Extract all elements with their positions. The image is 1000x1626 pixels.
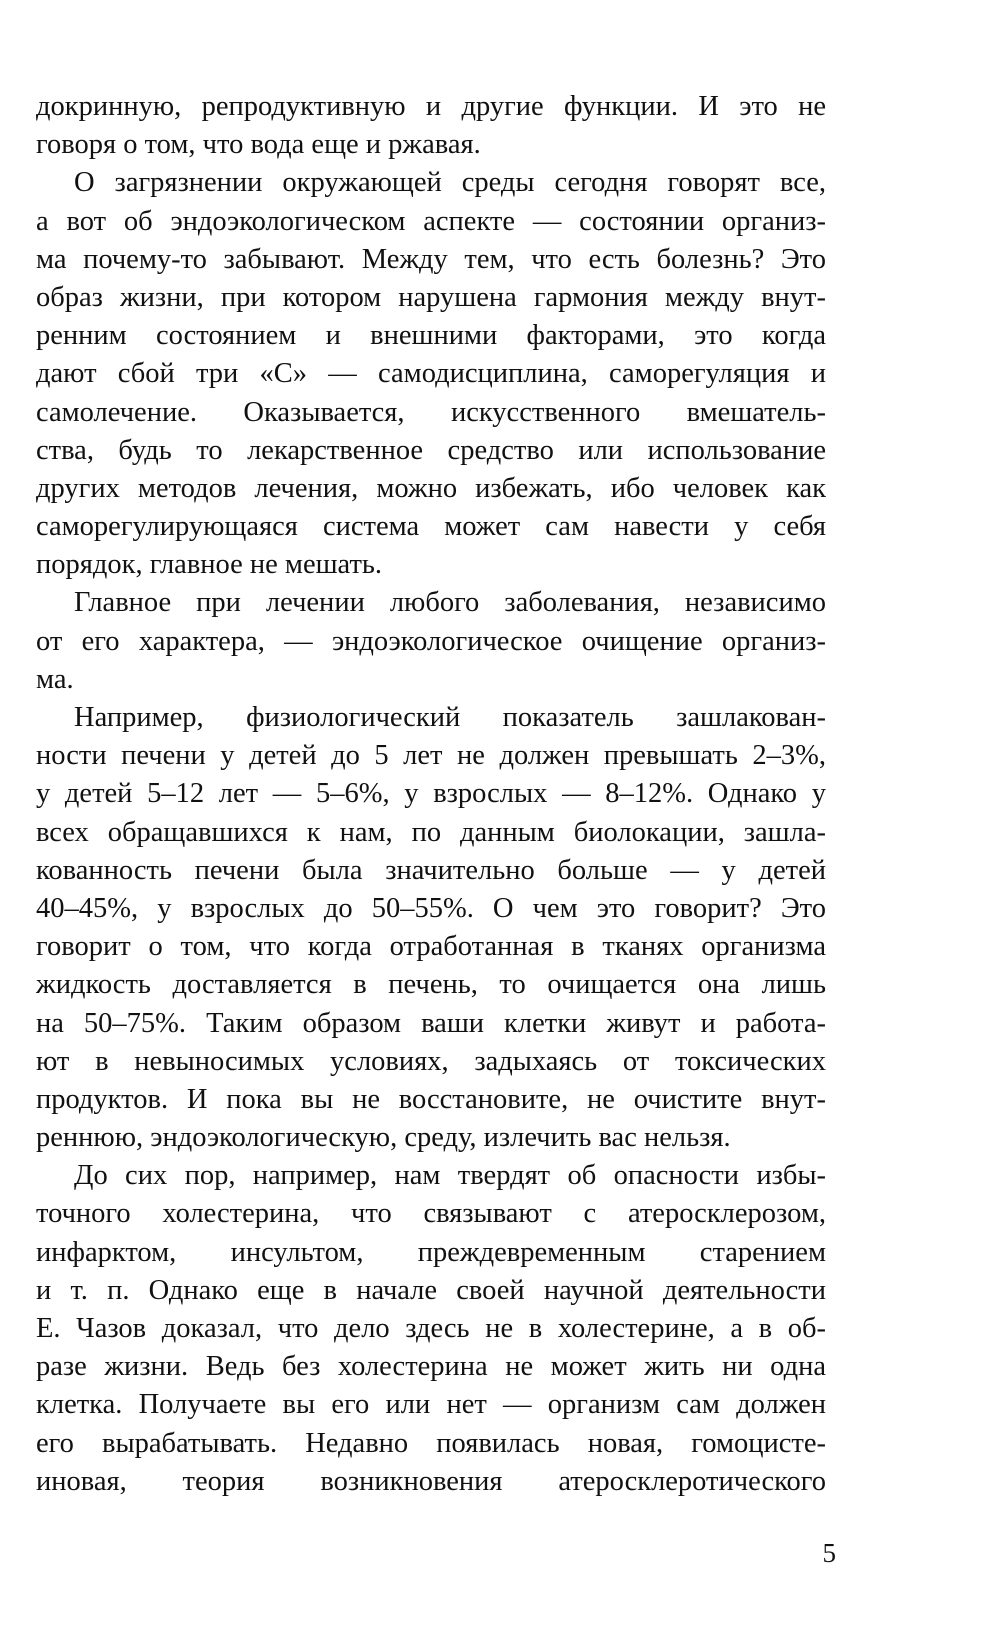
text-line: а вот об эндоэкологическом аспекте — состоянии организ-	[36, 205, 826, 237]
text-line: жидкость доставляется в печень, то очищается она лишь	[36, 969, 826, 1001]
text-line: До сих пор, например, нам твердят об опасности избы-	[74, 1160, 826, 1192]
text-line: ства, будь то лекарственное средство или использование	[36, 434, 826, 466]
text-line: реннюю, эндоэкологическую, среду, излечить вас нельзя.	[36, 1122, 731, 1154]
page-number: 5	[822, 1538, 836, 1568]
text-line: разе жизни. Ведь без холестерина не может жить ни одна	[36, 1351, 826, 1383]
text-line: докринную, репродуктивную и другие функции. И это не	[36, 91, 826, 122]
text-line: других методов лечения, можно избежать, ибо человек как	[36, 472, 826, 504]
text-line: ют в невыносимых условиях, задыхаясь от токсических	[36, 1045, 826, 1077]
text-line: самолечение. Оказывается, искусственного вмешатель-	[36, 396, 826, 428]
text-line: дают сбой три «С» — самодисциплина, саморегуляция и	[36, 358, 826, 390]
paragraph-3	[36, 584, 826, 699]
text-line: всех обращавшихся к нам, по данным биолокации, зашла-	[36, 816, 826, 848]
text-line: говоря о том, что вода еще и ржавая.	[36, 129, 481, 161]
text-line: Главное при лечении любого заболевания, независимо	[74, 587, 826, 619]
text-line: ренним состоянием и внешними факторами, это когда	[36, 320, 826, 352]
text-line: инфарктом, инсультом, преждевременным старением	[36, 1236, 826, 1268]
text-line: Е. Чазов доказал, что дело здесь не в холестерине, а в об-	[36, 1313, 826, 1344]
text-line: кованность печени была значительно больше — у детей	[36, 854, 826, 886]
text-line: 40–45%, у взрослых до 50–55%. О чем это говорит? Это	[36, 892, 826, 924]
paragraph-4	[36, 699, 826, 1157]
text-line: и т. п. Однако еще в начале своей научной деятельности	[36, 1274, 826, 1306]
text-line: его вырабатывать. Недавно появилась новая, гомоцисте-	[36, 1427, 826, 1459]
text-line: ма почему-то забывают. Между тем, что есть болезнь? Это	[36, 243, 826, 275]
text-line: от его характера, — эндоэкологическое очищение организ-	[36, 625, 826, 657]
text-line: продуктов. И пока вы не восстановите, не очистите внут-	[36, 1083, 826, 1115]
text-line: на 50–75%. Таким образом ваши клетки живут и работа-	[36, 1007, 826, 1039]
text-line: клетка. Получаете вы его или нет — организм сам должен	[36, 1389, 826, 1421]
text-line: говорит о том, что когда отработанная в тканях организма	[36, 931, 826, 963]
text-line: ма.	[36, 663, 74, 695]
text-line: саморегулирующаяся система может сам навести у себя	[36, 511, 826, 543]
text-line: точного холестерина, что связывают с атеросклерозом,	[36, 1198, 826, 1230]
text-line: иновая, теория возникновения атеросклеротического	[36, 1465, 826, 1497]
paragraph-5	[36, 1157, 826, 1501]
paragraph-1	[36, 88, 826, 164]
text-line: Например, физиологический показатель зашлакован-	[74, 702, 826, 733]
paragraph-2	[36, 164, 826, 584]
text-line: образ жизни, при котором нарушена гармония между внут-	[36, 281, 826, 313]
text-line: ности печени у детей до 5 лет не должен превышать 2–3%,	[36, 740, 826, 772]
text-line: О загрязнении окружающей среды сегодня говорят все,	[74, 167, 826, 199]
text-body	[36, 88, 826, 1501]
text-line: порядок, главное не мешать.	[36, 549, 383, 581]
text-line: у детей 5–12 лет — 5–6%, у взрослых — 8–12%. Однако у	[36, 778, 826, 810]
